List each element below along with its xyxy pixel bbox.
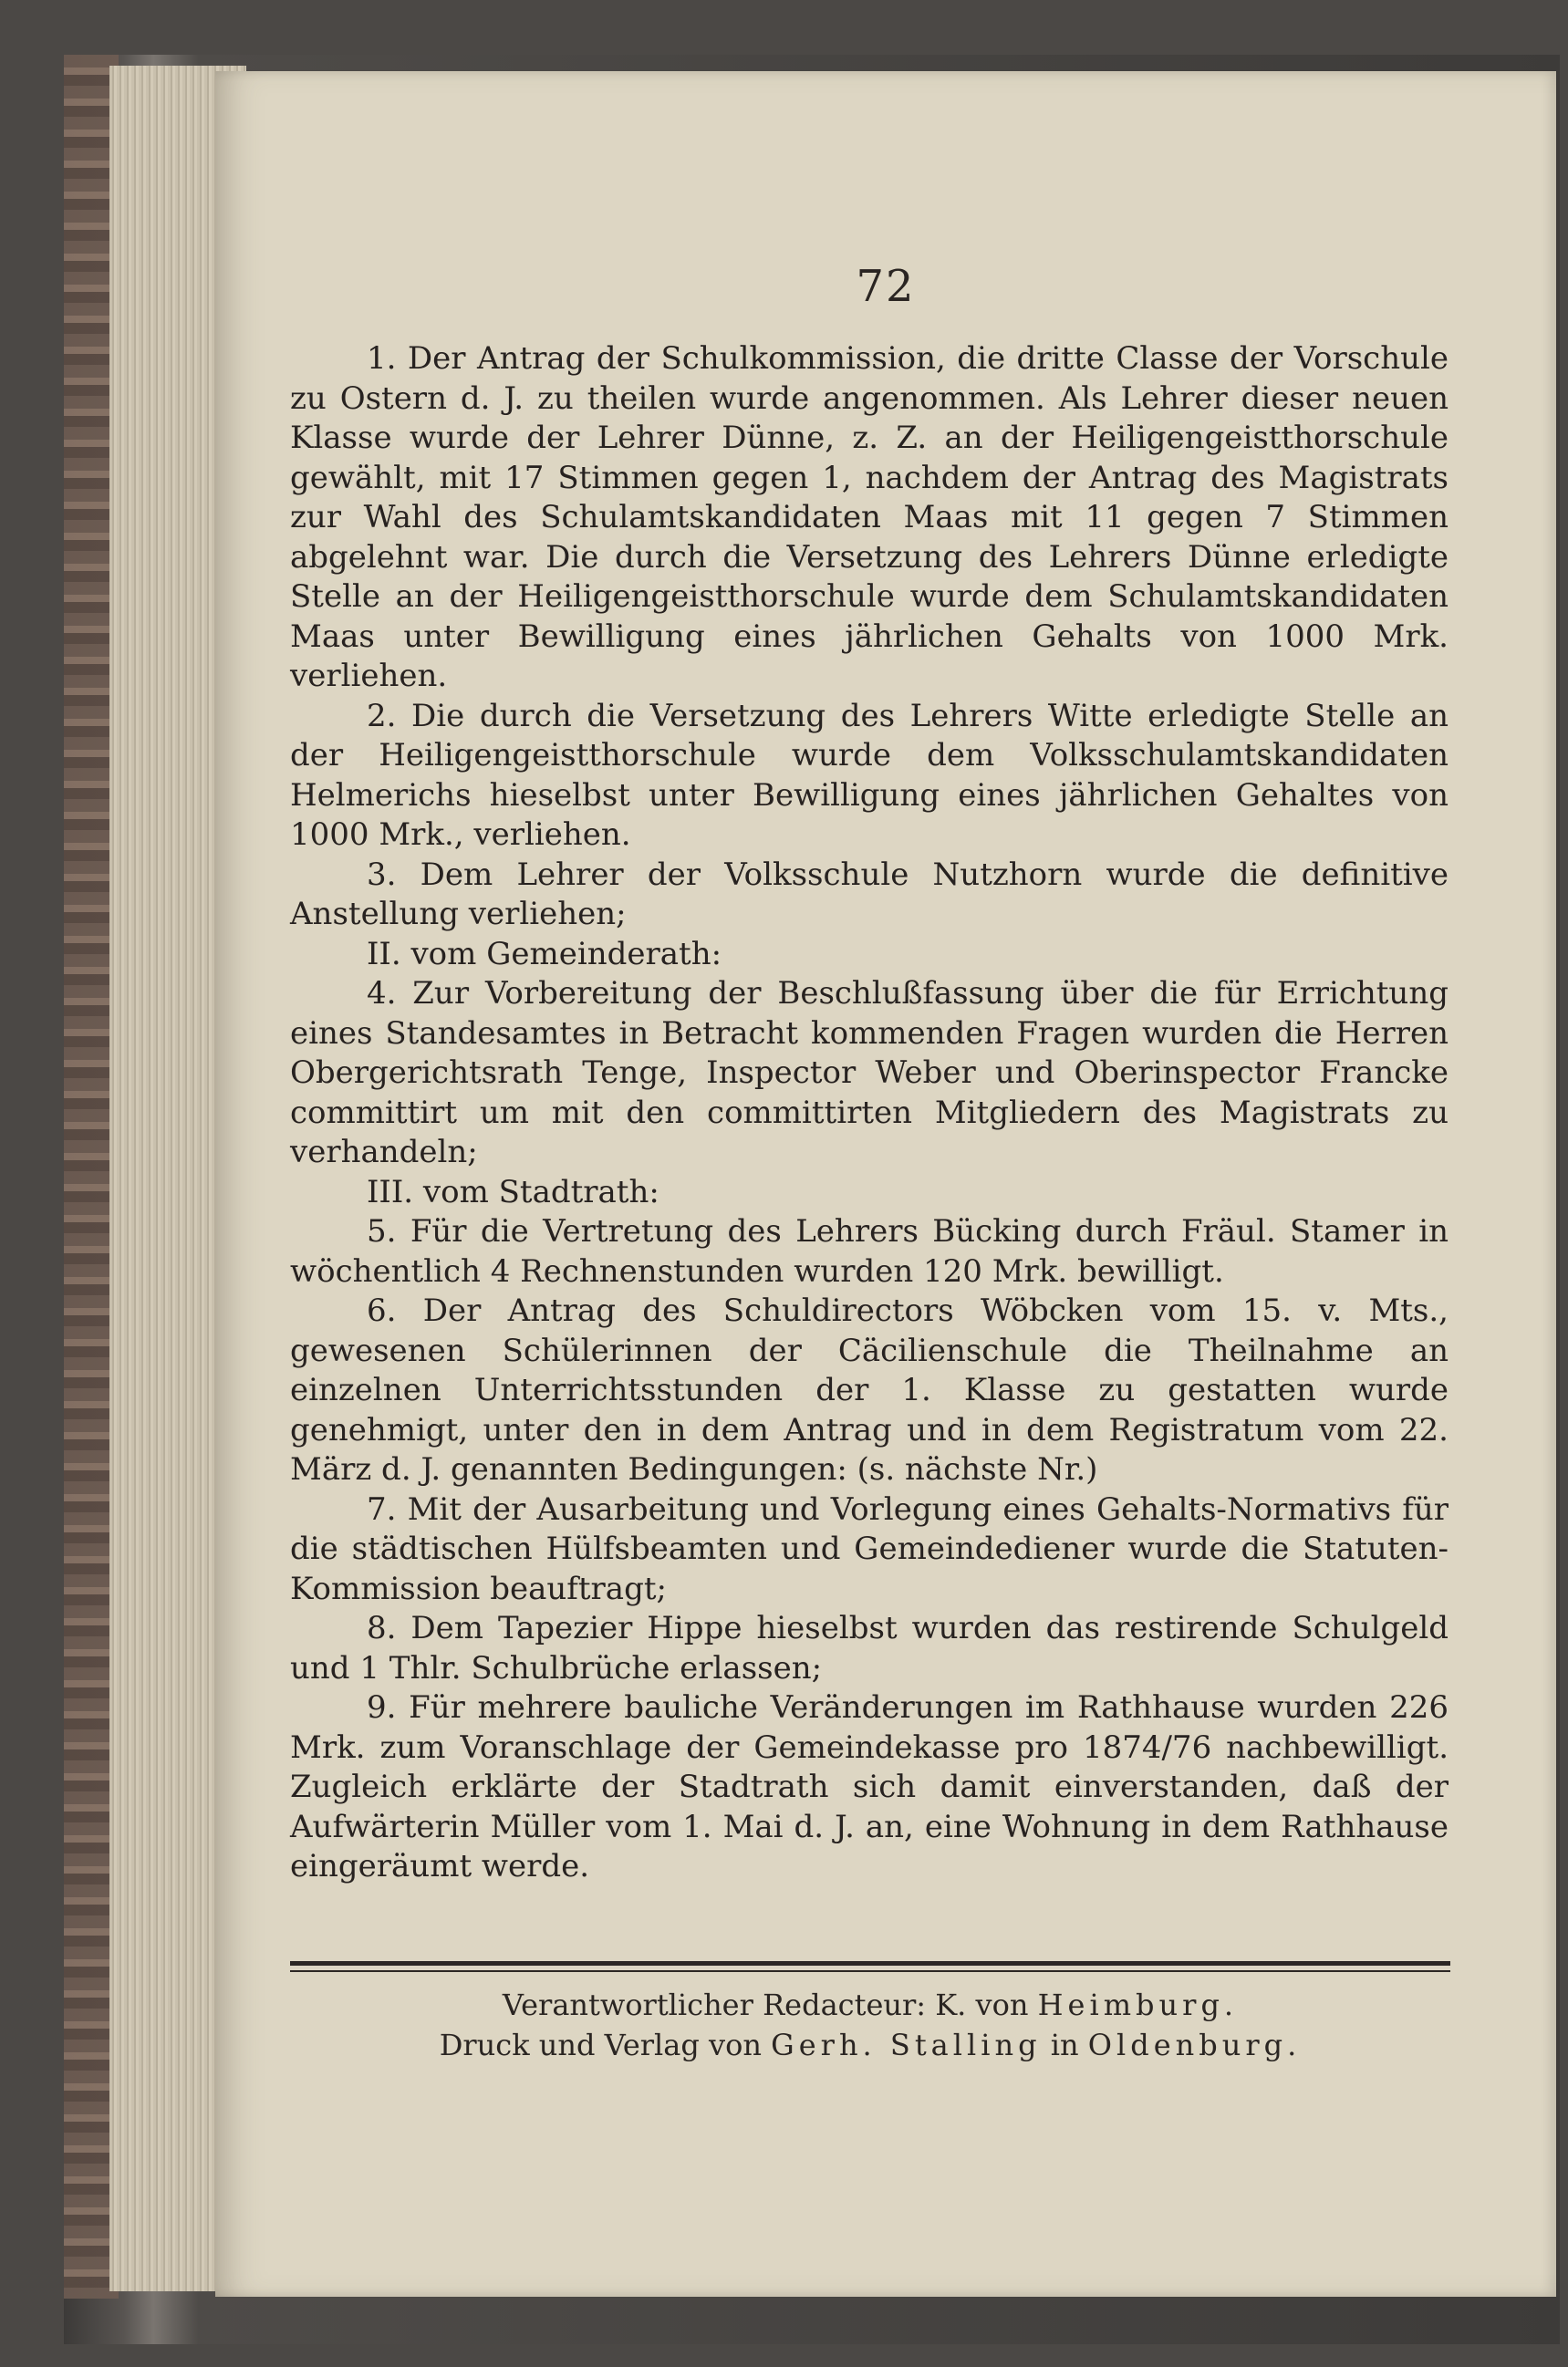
section-heading-stadtrath: III. vom Stadtrath:	[367, 1173, 659, 1210]
paragraph-3: 3. Dem Lehrer der Volksschule Nutzhorn wurde die definitive Anstellung verliehen;	[290, 856, 1449, 932]
editor-label: Verantwortlicher Redacteur: K. von	[502, 1988, 1029, 2022]
paragraph-7: 7. Mit der Ausarbeitung und Vorlegung eines Gehalts-Normativs für die städtischen Hülfsbeamten und Gemeindediener wurde die Statuten-Kommission beauftragt;	[290, 1490, 1449, 1607]
footer-rule-thin	[290, 1970, 1450, 1972]
paragraph-4: 4. Zur Vorbereitung der Beschlußfassung über die für Errichtung eines Standesamtes in Betracht kommenden Fragen wurden die Herren Obergerichtsrath Tenge, Inspector Weber und Oberinspector Francke committirt um mit den committirten Mitgliedern des Magistrats zu verhandeln;	[290, 975, 1449, 1170]
paragraph-5: 5. Für die Vertretung des Lehrers Bücking durch Fräul. Stamer in wöchentlich 4 Rechnenstunden wurden 120 Mrk. bewilligt.	[290, 1213, 1449, 1290]
printer-name: Gerh. Stalling	[771, 2028, 1042, 2062]
editor-line	[290, 1987, 1450, 2023]
paragraph-1: 1. Der Antrag der Schulkommission, die dritte Classe der Vorschule zu Ostern d. J. zu theilen wurde angenommen. Als Lehrer dieser neuen Klasse wurde der Lehrer Dünne, z. Z. an der Heiligengeistthorschule gewählt, mit 17 Stimmen gegen 1, nachdem der Antrag des Magistrats zur Wahl des Schulamtskandidaten Maas mit 11 gegen 7 Stimmen abgelehnt war. Die durch die Versetzung des Lehrers Dünne erledigte Stelle an der Heiligengeistthorschule wurde dem Schulamtskandidaten Maas unter Bewilligung eines jährlichen Gehalts von 1000 Mrk. verliehen.	[290, 340, 1449, 694]
printer-line	[290, 2027, 1450, 2063]
printer-label: Druck und Verlag von	[439, 2028, 762, 2062]
paragraph-9: 9. Für mehrere bauliche Veränderungen im Rathhause wurden 226 Mrk. zum Voranschlage der Gemeindekasse pro 1874/76 nachbewilligt. Zugleich erklärte der Stadtrath sich damit einverstanden, daß der Aufwärterin Müller vom 1. Mai d. J. an, eine Wohnung in dem Rathhause eingeräumt werde.	[290, 1689, 1449, 1884]
printer-place-prefix: in	[1050, 2028, 1079, 2062]
paragraph-2: 2. Die durch die Versetzung des Lehrers Witte erledigte Stelle an der Heiligengeistthorschule wurde dem Volksschulamtskandidaten Helmerichs hieselbst unter Bewilligung eines jährlichen Gehaltes von 1000 Mrk., verliehen.	[290, 697, 1449, 853]
page-number: 72	[856, 261, 916, 312]
printer-place: Oldenburg.	[1087, 2028, 1302, 2062]
section-heading-gemeinderath: II. vom Gemeinderath:	[367, 935, 722, 972]
editor-name: Heimburg.	[1037, 1988, 1239, 2022]
paragraph-6: 6. Der Antrag des Schuldirectors Wöbcken vom 15. v. Mts., gewesenen Schülerinnen der Cäcilienschule die Theilnahme an einzelnen Unterrichtsstunden der 1. Klasse zu gestatten wurde genehmigt, unter den in dem Antrag und in dem Registratum vom 22. März d. J. genannten Bedingungen: (s. nächste Nr.)	[290, 1293, 1449, 1488]
paragraph-8: 8. Dem Tapezier Hippe hieselbst wurden das restirende Schulgeld und 1 Thlr. Schulbrüche erlassen;	[290, 1610, 1449, 1687]
footer-rule-thick	[290, 1961, 1450, 1966]
body-text	[290, 339, 1449, 1887]
